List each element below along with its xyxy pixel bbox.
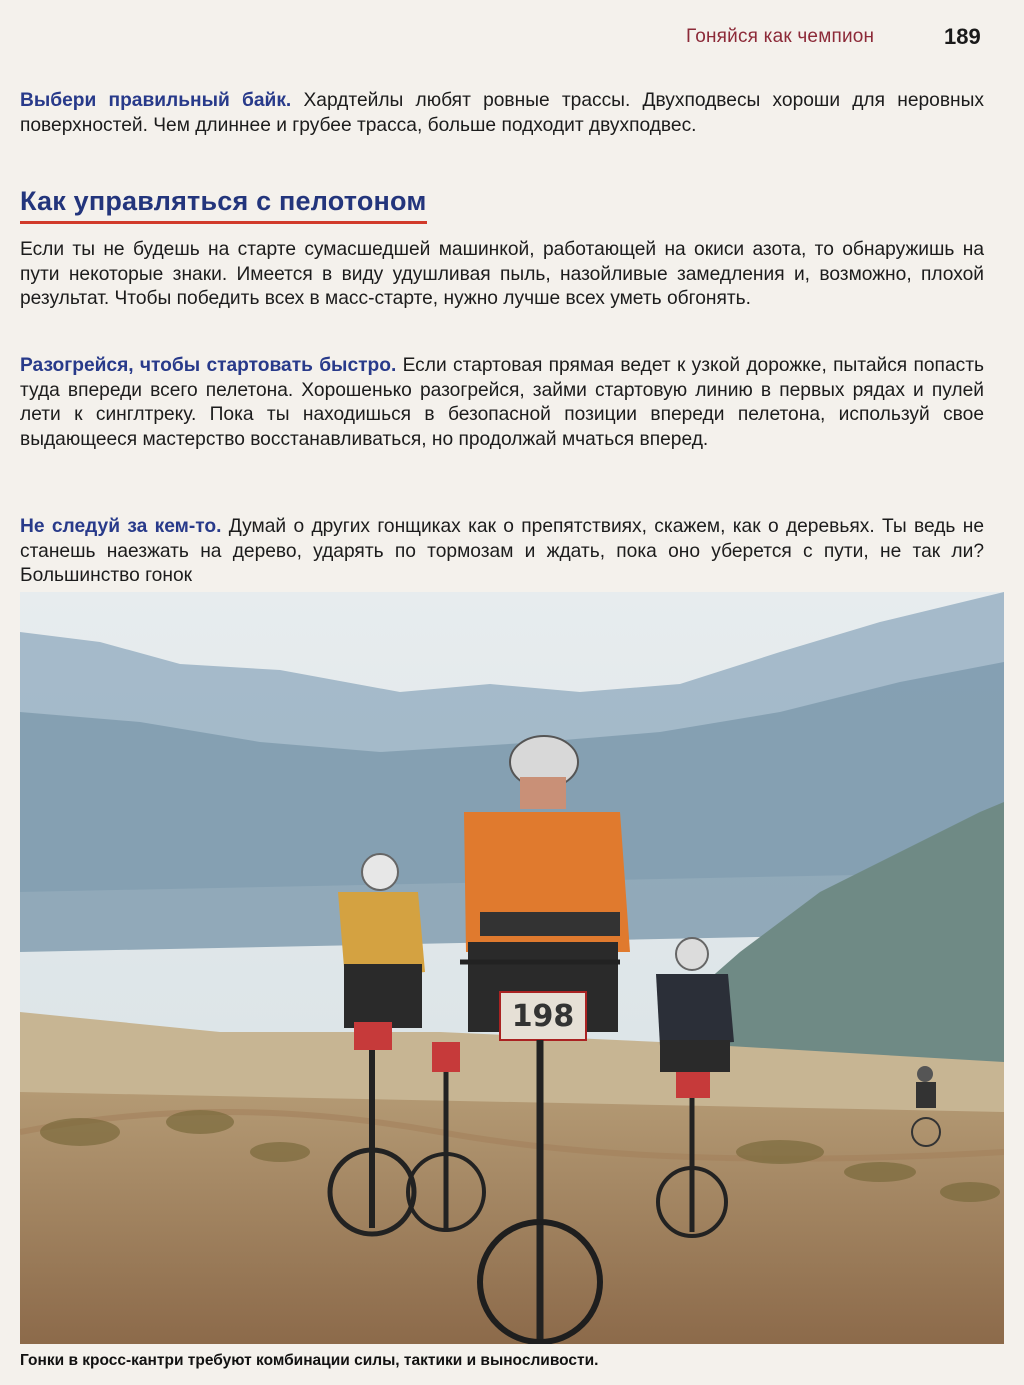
- section-heading: Как управляться с пелотоном: [20, 186, 427, 224]
- photo-caption: Гонки в кросс-кантри требуют комбинации силы, тактики и выносливости.: [20, 1352, 599, 1369]
- body-paragraph-1: Если ты не будешь на старте сумасшедшей машинкой, работающей на окиси азота, то обнаружишь на пути некоторые знаки. Имеется в виду удушливая пыль, назойливые замедления и, возможно, плохой результат. Чтобы победить всех в масс-старте, нужно лучше всех уметь обгонять.: [20, 239, 984, 309]
- bib-number: 198: [511, 999, 575, 1034]
- tip-follow-lead: Не следуй за кем-то.: [20, 516, 222, 537]
- intro-text: Хардтейлы любят ровные трассы. Двухподвесы хороши для неровных поверхностей. Чем длиннее и грубее трасса, больше подходит двухподвес.: [20, 90, 985, 136]
- page-number: 189: [944, 24, 981, 49]
- tip-warmup-lead: Разогрейся, чтобы стартовать быстро.: [20, 355, 397, 376]
- intro-paragraph: [20, 89, 984, 138]
- running-header-title: Гоняйся как чемпион: [686, 26, 875, 47]
- tip-paragraph-follow: [20, 515, 984, 589]
- tip-warmup-text: Если стартовая прямая ведет к узкой дорожке, пытайся попасть туда впереди всего пелетона. Хорошенько разогрейся, займи стартовую линию в первых рядах и пулей лети к синглтреку. Пока ты находишься в безопасной позиции впереди пелетона, используй свое выдающееся мастерство восстанавливаться, но продолжай мчаться вперед.: [20, 355, 984, 450]
- tip-follow-text: Думай о других гонщиках как о препятствиях, скажем, как о деревьях. Ты ведь не станешь наезжать на дерево, ударять по тормозам и ждать, пока оно уберется с пути, не так ли? Большинство гонок: [20, 516, 984, 586]
- race-photo-illustration: [20, 592, 1004, 1344]
- race-photo: [20, 592, 1004, 1344]
- tip-paragraph-warmup: [20, 354, 984, 452]
- intro-lead: Выбери правильный байк.: [20, 90, 292, 111]
